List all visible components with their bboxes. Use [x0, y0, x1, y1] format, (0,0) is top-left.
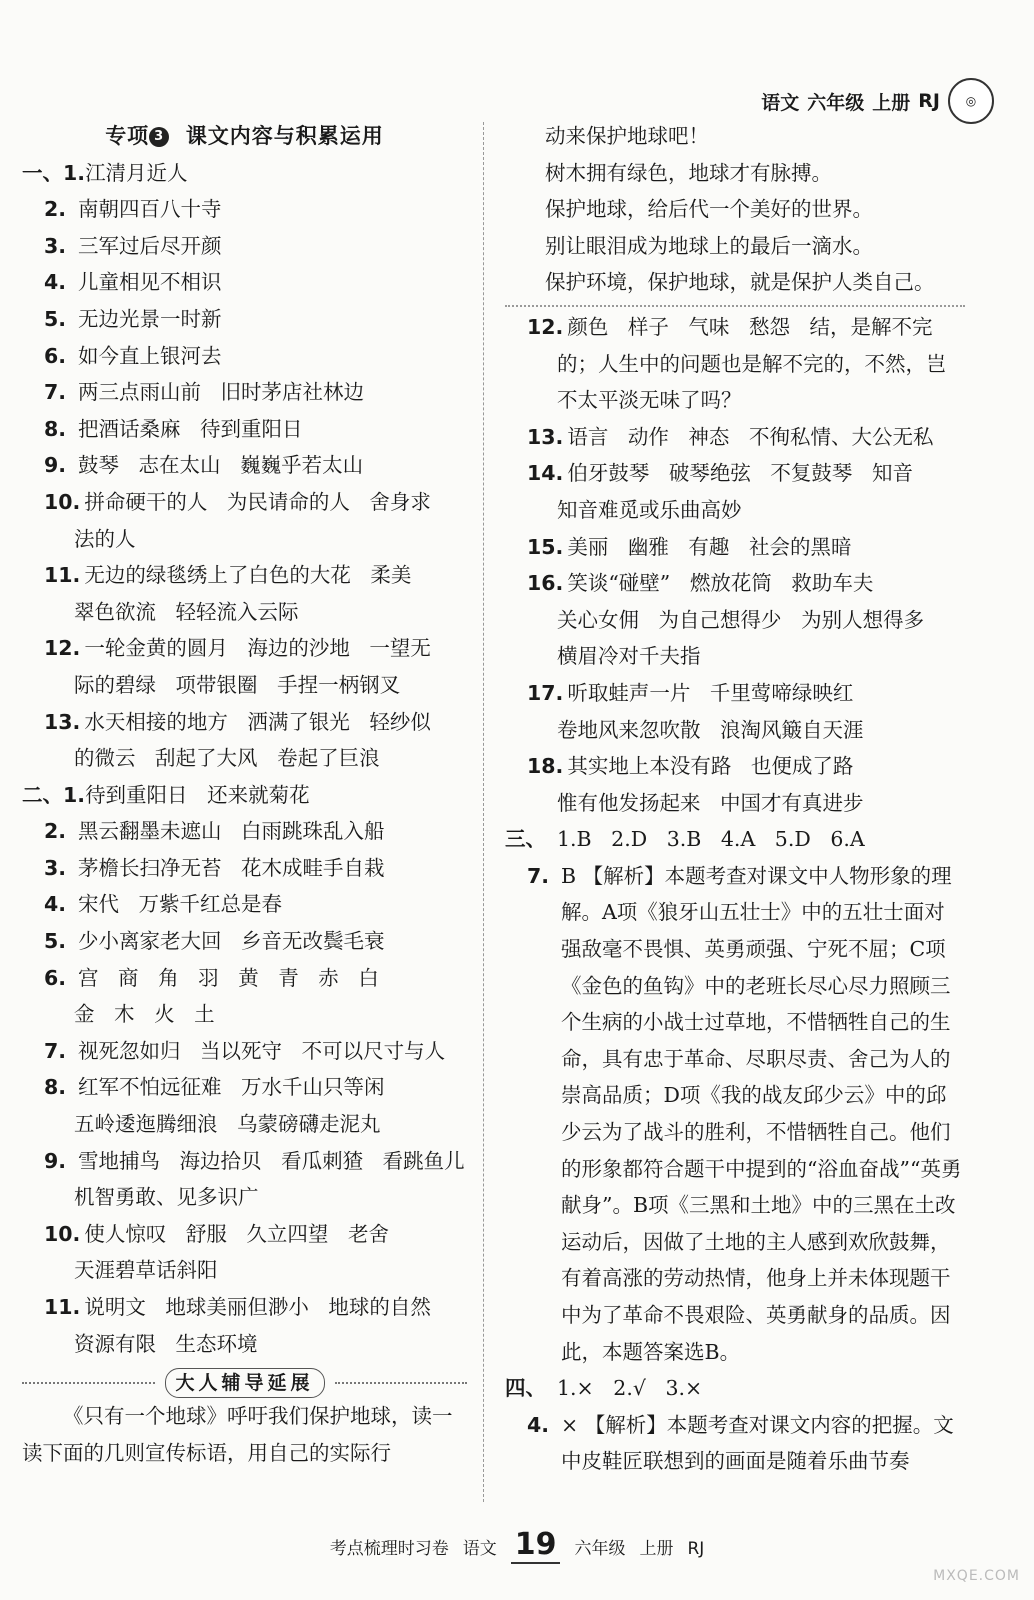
footer-edition: RJ — [687, 1539, 705, 1559]
part3-q7: 7. B 【解析】本题考查对课文中人物形象的理解。A项《狼牙山五壮士》中的五壮士面对强敌毫不畏惧、英勇顽强、宁死不屈；C项《金色的鱼钩》中的老班长尽心尽力照顾三个生病的小战士过草地，不惜牺牲自己的生命，具有忠于革命、尽职尽责、舍己为人的崇高品质；D项《我的战友邱少云》中的邱少云为了战斗的胜利，不惜牺牲自己。他们的形象都符合题干中提到的“浴血奋战”“英勇献身”。B项《三黑和土地》中的三黑在土改运动后，因做了土地的主人感到欢欣鼓舞，有着高涨的劳动热情，他身上并未体现题干中为了革命不畏艰险、英勇献身的品质。因此，本题答案选B。 — [527, 863, 962, 1364]
item-number: 二、1. — [22, 782, 86, 807]
item-number: 2. — [44, 197, 67, 222]
footer-grade: 六年级 — [574, 1539, 626, 1559]
footer — [0, 1527, 1034, 1564]
column-divider — [483, 122, 484, 1502]
section-title: 专项 3 课文内容与积累运用 — [105, 124, 384, 148]
section-number-badge: 3 — [149, 127, 169, 147]
answer-item — [22, 886, 467, 923]
item-continuation: 五岭逶迤腾细浪 乌蒙磅礴走泥丸 — [74, 1112, 381, 1137]
item-text: 把酒话桑麻 待到重阳日 — [78, 416, 303, 441]
answer-item — [505, 675, 965, 712]
part-label: 二、 — [22, 782, 63, 807]
item-continuation: 知音难觅或乐曲高妙 — [557, 497, 742, 522]
item-number: 2. — [44, 819, 67, 844]
item-number: 9. — [44, 1148, 67, 1173]
item-number: 8. — [44, 1075, 67, 1100]
answer-item — [22, 447, 467, 484]
answer-item — [22, 484, 467, 521]
header-edition: RJ — [918, 90, 940, 112]
publisher-logo-icon: ◎ — [948, 78, 994, 124]
answer-item — [22, 411, 467, 448]
answer-item — [22, 630, 467, 667]
header-grade: 六年级 — [807, 91, 865, 114]
answer-item — [22, 264, 467, 301]
answer-item — [22, 850, 467, 887]
slogan-line: 别让眼泪成为地球上的最后一滴水。 — [545, 233, 873, 258]
item-number: 6. — [44, 965, 67, 990]
item-continuation: 惟有他发扬起来 中国才有真进步 — [557, 790, 864, 815]
item-number: 14. — [527, 461, 564, 486]
slogan-line: 动来保护地球吧！ — [545, 124, 709, 148]
item-continuation: 的微云 刮起了大风 卷起了巨浪 — [74, 746, 380, 771]
answer-item — [22, 960, 467, 997]
left-column — [22, 118, 467, 1471]
item-number: 12. — [527, 314, 564, 339]
answer-item — [22, 1216, 467, 1253]
item-continuation: 天涯碧草话斜阳 — [74, 1258, 218, 1283]
item-number: 13. — [527, 424, 564, 449]
answer-item — [505, 529, 965, 566]
item-text: 宋代 万紫千红总是春 — [78, 892, 283, 917]
slogan-line: 保护地球，给后代一个美好的世界。 — [545, 197, 873, 222]
answer-item — [22, 191, 467, 228]
answer-item — [22, 301, 467, 338]
item-number: 12. — [44, 636, 81, 661]
footer-subject: 语文 — [462, 1539, 497, 1559]
item-text: 红军不怕远征难 万水千山只等闲 — [78, 1075, 385, 1100]
answer-item — [505, 455, 965, 492]
item-text: 颜色 样子 气味 愁怨 结，是解不完 — [567, 314, 933, 339]
answer-item — [22, 155, 467, 192]
item-number: 4. — [44, 270, 67, 295]
extension-paragraph: 《只有一个地球》呼吁我们保护地球，读一读下面的几则宣传标语，用自己的实际行 — [22, 1404, 453, 1465]
item-text: 视死忽如归 当以死守 不可以尺寸与人 — [78, 1038, 446, 1063]
item-text: 两三点雨山前 旧时茅店社林边 — [78, 380, 365, 405]
item-number: 10. — [44, 1221, 81, 1246]
item-number: 3. — [44, 233, 67, 258]
item-number: 16. — [527, 571, 564, 596]
answer-item — [505, 748, 965, 785]
part3-first-row: 三、 1.B 2.D 3.B 4.A 5.D 6.A — [505, 827, 865, 852]
answer-item — [22, 338, 467, 375]
answer-item — [22, 1033, 467, 1070]
item-continuation: 金 木 火 土 — [74, 1002, 215, 1027]
answer-item — [22, 1069, 467, 1106]
item-number: 8. — [44, 416, 67, 441]
item-text: 语言 动作 神态 不徇私情、大公无私 — [567, 424, 934, 449]
item-number: 6. — [44, 343, 67, 368]
item-text: 宫 商 角 羽 黄 青 赤 白 — [78, 965, 379, 990]
item-number: 11. — [44, 1295, 81, 1319]
item-text: 说明文 地球美丽但渺小 地球的自然 — [84, 1295, 431, 1319]
item-number: 4. — [44, 892, 67, 917]
slogan-line: 树木拥有绿色，地球才有脉搏。 — [545, 160, 832, 185]
item-text: 笑谈“碰壁” 燃放花筒 救助车夫 — [567, 571, 874, 596]
answer-item — [22, 923, 467, 960]
item-text: 鼓琴 志在太山 巍巍乎若太山 — [78, 453, 364, 478]
header-term: 上册 — [872, 91, 911, 114]
page-number: 19 — [511, 1527, 561, 1564]
item-number: 7. — [44, 380, 67, 405]
answer-item — [22, 228, 467, 265]
item-text: 一轮金黄的圆月 海边的沙地 一望无 — [84, 636, 431, 661]
answer-item — [505, 565, 965, 602]
item-continuation: 卷地风来忽吹散 浪淘风簸自天涯 — [557, 717, 864, 742]
item-number: 11. — [44, 563, 81, 588]
answer-item — [22, 374, 467, 411]
item-text: 三军过后尽开颜 — [78, 233, 222, 258]
item-text: 儿童相见不相识 — [78, 270, 222, 295]
item-text: 听取蛙声一片 千里莺啼绿映红 — [567, 680, 854, 705]
answer-item — [22, 704, 467, 741]
answer-item — [22, 557, 467, 594]
header-subject: 语文 — [761, 91, 800, 114]
part4-first-row: 四、 1.× 2.√ 3.× — [505, 1376, 703, 1401]
right-column — [505, 118, 965, 1480]
item-text: 江清月近人 — [85, 160, 188, 185]
item-continuation: 际的碧绿 项带银圈 手捏一柄钢叉 — [74, 672, 401, 697]
item-number: 15. — [527, 534, 564, 559]
item-text: 美丽 幽雅 有趣 社会的黑暗 — [567, 534, 852, 559]
item-continuation: 翠色欲流 轻轻流入云际 — [74, 599, 299, 624]
extension-lines — [505, 118, 965, 301]
part2-continued-list — [505, 309, 965, 821]
part4-q4: 4. × 【解析】本题考查对课文内容的把握。文中皮鞋匠联想到的画面是随着乐曲节奏 — [527, 1412, 954, 1474]
separator — [505, 305, 965, 307]
answer-item — [505, 419, 965, 456]
item-continuation: 资源有限 生态环境 — [74, 1331, 258, 1356]
item-text: 雪地捕鸟 海边拾贝 看瓜刺猹 看跳鱼儿 — [78, 1148, 465, 1173]
item-text: 无边光景一时新 — [78, 306, 222, 331]
item-continuation: 关心女佣 为自己想得少 为别人想得多 横眉冷对千夫指 — [557, 607, 925, 669]
item-number: 一、1. — [22, 160, 86, 185]
answer-item — [22, 1289, 467, 1326]
item-number: 17. — [527, 680, 564, 705]
answer-item — [22, 777, 467, 814]
item-number: 5. — [44, 929, 67, 954]
answer-item — [22, 1143, 467, 1180]
item-text: 无边的绿毯绣上了白色的大花 柔美 — [84, 563, 412, 588]
part-label: 一、 — [22, 160, 63, 185]
item-number: 10. — [44, 489, 81, 514]
item-text: 少小离家老大回 乡音无改鬓毛衰 — [78, 929, 385, 954]
part1-list — [22, 155, 467, 777]
item-number: 7. — [44, 1038, 67, 1063]
item-number: 5. — [44, 306, 67, 331]
extension-title: 大人辅导延展 — [22, 1368, 467, 1398]
item-text: 其实地上本没有路 也便成了路 — [567, 754, 854, 779]
answer-item — [22, 813, 467, 850]
item-text: 待到重阳日 还来就菊花 — [85, 782, 310, 807]
item-number: 9. — [44, 453, 67, 478]
watermark: MXQE.COM — [933, 1568, 1020, 1584]
item-text: 茅檐长扫净无苔 花木成畦手自栽 — [78, 855, 385, 880]
part2-list — [22, 777, 467, 1363]
item-continuation: 机智勇敢、见多识广 — [74, 1185, 259, 1210]
footer-book: 考点梳理时习卷 — [329, 1539, 449, 1559]
item-text: 伯牙鼓琴 破琴绝弦 不复鼓琴 知音 — [567, 461, 913, 486]
item-number: 3. — [44, 855, 67, 880]
answer-item — [505, 309, 965, 346]
item-text: 拼命硬干的人 为民请命的人 舍身求 — [84, 489, 431, 514]
slogan-line: 保护环境，保护地球，就是保护人类自己。 — [545, 270, 935, 295]
footer-term: 上册 — [639, 1539, 674, 1559]
item-text: 如今直上银河去 — [78, 343, 222, 368]
item-number: 13. — [44, 709, 81, 734]
item-continuation: 法的人 — [74, 526, 136, 551]
item-number: 18. — [527, 754, 564, 779]
item-text: 使人惊叹 舒服 久立四望 老舍 — [84, 1221, 389, 1246]
item-text: 南朝四百八十寺 — [78, 197, 222, 222]
item-text: 黑云翻墨未遮山 白雨跳珠乱入船 — [78, 819, 385, 844]
item-continuation: 的；人生中的问题也是解不完的，不然，岂 不太平淡无味了吗？ — [557, 351, 947, 413]
item-text: 水天相接的地方 洒满了银光 轻纱似 — [84, 709, 431, 734]
